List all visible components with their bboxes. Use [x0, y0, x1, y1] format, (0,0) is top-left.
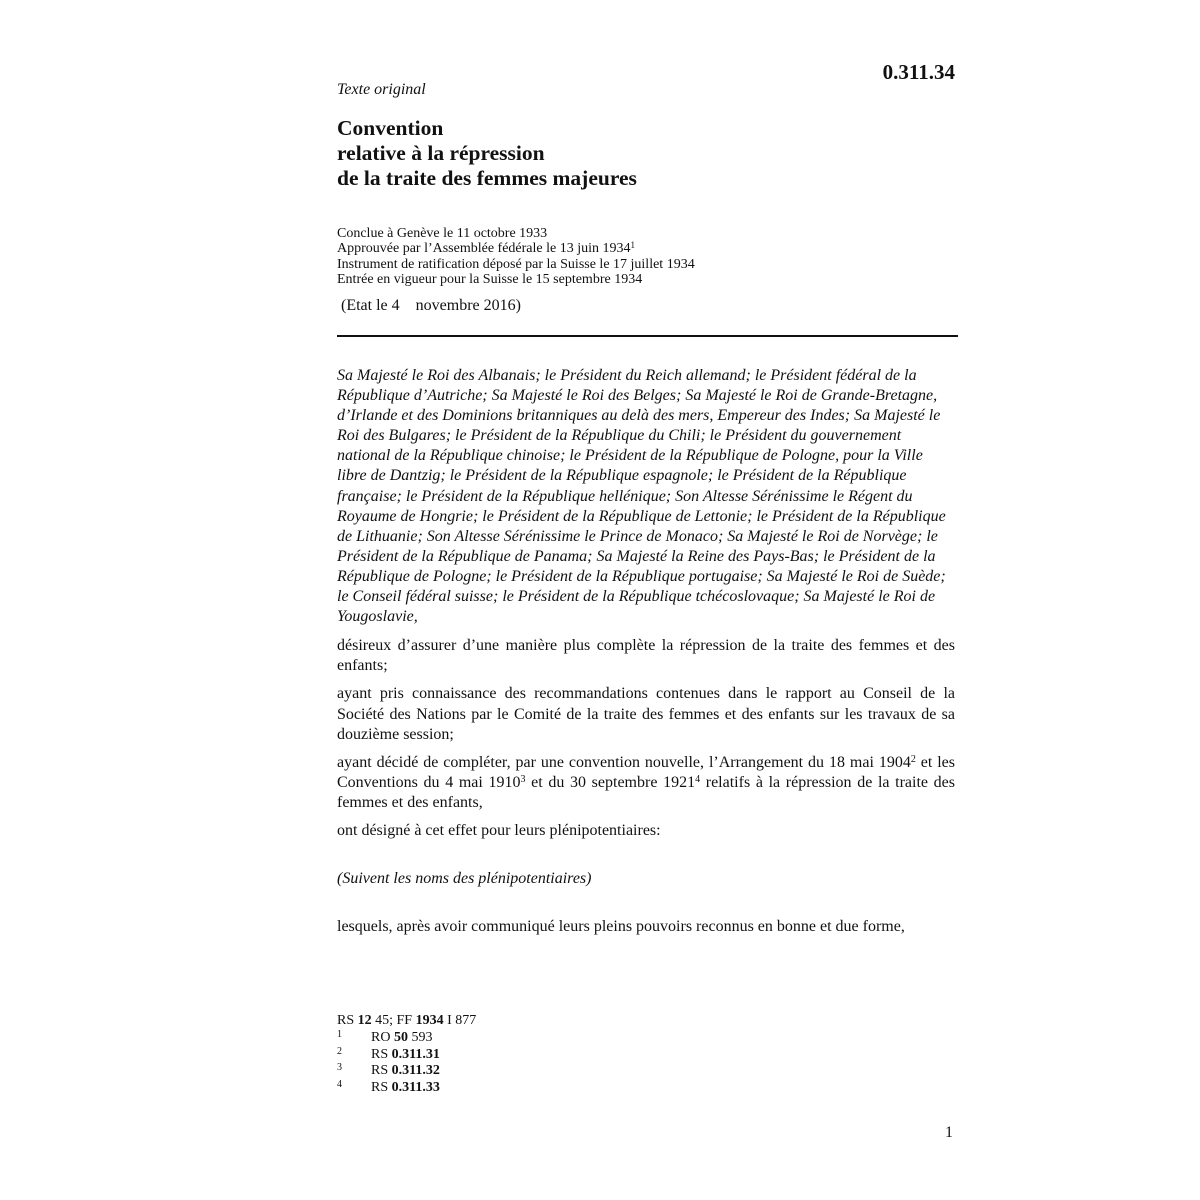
title-line-3: de la traite des femmes majeures — [337, 166, 637, 190]
document-title — [337, 116, 637, 191]
footnote-ref-3[interactable]: 3 — [520, 773, 526, 785]
paragraph-desireux: désireux d’assurer d’une manière plus complète la répression de la traite des femmes et des enfants; — [337, 637, 955, 675]
plenipotentiaries-note: (Suivent les noms des plénipotentiaires) — [337, 870, 592, 888]
footnote-number: 3 — [337, 1062, 342, 1073]
paragraph-lesquels: lesquels, après avoir communiqué leurs pleins pouvoirs reconnus en bonne et due forme, — [337, 918, 905, 936]
document-metadata — [337, 226, 695, 287]
entry-into-force-date: Entrée en vigueur pour la Suisse le 15 septembre 1934 — [337, 271, 643, 287]
page-number: 1 — [945, 1124, 953, 1141]
title-line-2: relative à la répression — [337, 141, 545, 165]
footnote-ref-1[interactable]: 1 — [630, 240, 636, 251]
state-date: (Etat le 4 novembre 2016) — [341, 297, 521, 314]
approved-date: Approuvée par l’Assemblée fédérale le 13 juin 1934$^1$ — [337, 240, 636, 257]
footnotes — [337, 1013, 476, 1096]
footnote-number: 1 — [337, 1029, 342, 1040]
source-reference: RS 12 45; FF 1934 I 877 — [337, 1013, 477, 1028]
footnote-item: 4 RS 0.311.33 — [337, 1078, 440, 1095]
document-number: 0.311.34 — [882, 60, 955, 84]
paragraph-ont-designe: ont désigné à cet effet pour leurs plénipotentiaires: — [337, 821, 661, 839]
footnote-number: 4 — [337, 1078, 342, 1090]
paragraph-ayant-decide: ayant décidé de compléter, par une convention nouvelle, l’Arrangement du 18 mai 1904$^2$ et les Conventions du 4 mai 1910$^3$ et du 30 septembre 1921$^4$ relatifs à la répression de la traite des femmes et des enfants, — [337, 753, 956, 811]
preamble-parties: Sa Majesté le Roi des Albanais; le Président du Reich allemand; le Président fédéral de la République d’Autriche; Sa Majesté le Roi des Belges; Sa Majesté le Roi de Grande-Bretagne, d’Irlande et des Dominions britanniques au delà des mers, Empereur des Indes; Sa Majesté le Roi des Bulgares; le Président de la République du Chili; le Président du gouvernement national de la République chinoise; le Président de la République de Pologne, pour la Ville libre de Dantzig; le Président de la République espagnole; le Président de la République française; le Président de la République hellénique; Son Altesse Sérénissime le Régent du Royaume de Hongrie; le Président de la République de Lettonie; le Président de la République de Lithuanie; Son Altesse Sérénissime le Prince de Monaco; Sa Majesté le Roi de Norvège; le Président de la République de Panama; Sa Majesté la Reine des Pays-Bas; le Président de la République de Pologne; le Président de la République portugaise; Sa Majesté le Roi de Suède; le Conseil fédéral suisse; le Président de la République tchécoslovaque; Sa Majesté le Roi de Yougoslavie, — [337, 367, 946, 626]
footnote-item: 2 RS 0.311.31 — [337, 1045, 440, 1062]
document-body — [337, 366, 955, 945]
footnote-number: 2 — [337, 1045, 342, 1057]
footnote-ref-4[interactable]: 4 — [695, 773, 701, 785]
footnote-ref-2[interactable]: 2 — [910, 753, 916, 765]
ratification-date: Instrument de ratification déposé par la Suisse le 17 juillet 1934 — [337, 256, 695, 272]
footnote-item: 3 RS 0.311.32 — [337, 1062, 440, 1078]
concluded-date: Conclue à Genève le 11 octobre 1933 — [337, 226, 548, 241]
footnote-item: 1 RO 50 593 — [337, 1029, 433, 1045]
paragraph-ayant-pris: ayant pris connaissance des recommandations contenues dans le rapport au Conseil de la Société des Nations par le Comité de la traite des femmes et des enfants sur les travaux de sa douzième session; — [337, 685, 955, 743]
title-line-1: Convention — [337, 116, 444, 140]
header-divider — [337, 335, 958, 337]
original-text-label: Texte original — [337, 81, 426, 98]
